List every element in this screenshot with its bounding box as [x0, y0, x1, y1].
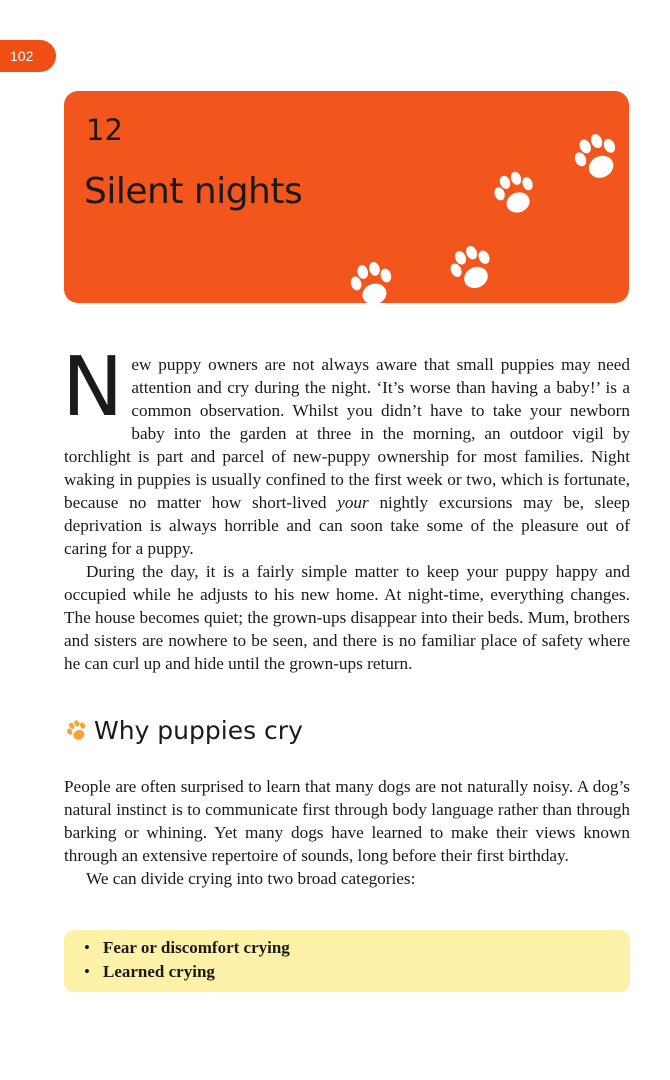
intro-text: [62, 340, 631, 675]
drop-cap: N: [62, 340, 124, 435]
section-heading: [64, 716, 303, 745]
page-number: 102: [0, 40, 56, 72]
section-heading-text: Why puppies cry: [94, 716, 303, 745]
intro-paragraph-1-text: ew puppy owners are not always aware that small puppies may need attention and cry during the night. ‘It’s worse than having a baby!’ is a common observation. Whilst you didn’t have to take your newborn baby into the garden at three in the morning, an outdoor vigil by torchlight is part and parcel of new-puppy ownership for most families. Night waking in puppies is usually confined to the first week or two, which is fortunate, because no matter how short-lived: [64, 355, 630, 512]
chapter-number: 12: [86, 113, 123, 147]
intro-paragraph-1-end: nightly excursions may be, sleep deprivation is always horrible and can soon take some of the pleasure out of caring for a puppy.: [64, 493, 631, 558]
section-paragraph-2: We can divide crying into two broad categories:: [86, 869, 416, 888]
paw-print-icon: [568, 129, 626, 187]
paw-print-icon: [488, 167, 542, 221]
paw-print-icon: [444, 241, 500, 297]
intro-paragraph-2: During the day, it is a fairly simple matter to keep your puppy happy and occupied while he adjusts to his new home. At night-time, everything changes. The house becomes quiet; the grown-ups disappear into their beds. Mum, brothers and sisters are nowhere to be seen, and there is no familiar place of safety where he can curl up and hide until the grown-ups return.: [64, 562, 630, 673]
chapter-title: Silent nights: [84, 171, 303, 212]
list-item: • Learned crying: [84, 960, 290, 984]
paw-print-icon: [344, 257, 400, 303]
paw-print-icon: [64, 718, 90, 744]
section-text: [64, 775, 630, 890]
callout-list: [84, 936, 290, 984]
section-paragraph-1: People are often surprised to learn that many dogs are not naturally noisy. A dog’s natural instinct is to communicate first through body language rather than through barking or whining. Yet many dogs have learned to make their views known through an extensive repertoire of sounds, long before their first birthday.: [64, 777, 630, 865]
chapter-banner: [64, 91, 629, 303]
callout-box: [64, 930, 630, 992]
intro-paragraph-1: [62, 340, 631, 560]
intro-emphasis: your: [337, 493, 369, 512]
list-item: • Fear or discomfort crying: [84, 936, 290, 960]
